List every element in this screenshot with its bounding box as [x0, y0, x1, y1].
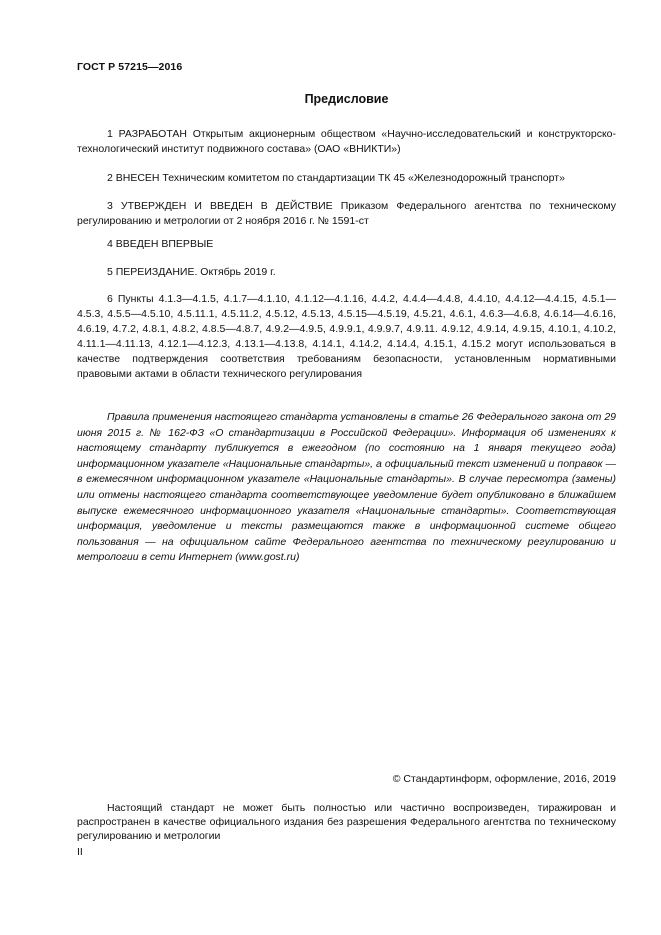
copyright-line: © Стандартинформ, оформление, 2016, 2019 [392, 773, 616, 785]
legal-notice: Правила применения настоящего стандарта установлены в статье 26 Федерального закона от 29 июня 2015 г. № 162-ФЗ «О стандартизации в Российской Федерации». Информация об изменениях к настоящему стандарту публикуется в ежегодном (по состоянию на 1 января текущего года) информационном указателе «Национальные стандарты», а официальный текст изменений и поправок — в ежемесячном информационном указателе «Национальные стандарты». В случае пересмотра (замены) или отмены настоящего стандарта соответствующее уведомление будет опубликовано в ближайшем выпуске ежемесячного информационного указателя «Национальные стандарты». Соответствующая информация, уведомление и тексты размещаются также в информационной системе общего пользования — на официальном сайте Федерального агентства по техническому регулированию и метрологии в сети Интернет (www.gost.ru) [77, 411, 616, 564]
page-title: Предисловие [304, 92, 389, 106]
foreword-item-clauses: 6 Пункты 4.1.3—4.1.5, 4.1.7—4.1.10, 4.1.12—4.1.16, 4.4.2, 4.4.4—4.4.8, 4.4.10, 4.4.12—4.4.15, 4.5.1—4.5.3, 4.5.5—4.5.10, 4.5.11.1, 4.5.11.2, 4.5.12, 4.5.13, 4.5.15—4.5.19, 4.5.21, 4.6.1, 4.6.3—4.6.8, 4.6.14—4.6.16, 4.6.19, 4.7.2, 4.8.1, 4.8.2, 4.8.5—4.8.7, 4.9.2—4.9.5, 4.9.9.1, 4.9.9.7, 4.9.11. 4.9.12, 4.9.14, 4.9.15, 4.10.1, 4.10.2, 4.11.1—4.11.13, 4.12.1—4.12.3, 4.13.1—4.13.8, 4.14.1, 4.14.2, 4.14.4, 4.15.1, 4.15.2 могут использоваться в качестве подтверждения соответствия требованиям безопасности, установленным нормативными правовыми актами в области технического регулирования [77, 293, 616, 380]
reproduction-notice: Настоящий стандарт не может быть полностью или частично воспроизведен, тиражирован и распространен в качестве официального издания без разрешения Федерального агентства по техническому регулированию и метрологии [77, 802, 616, 842]
standard-id-header: ГОСТ Р 57215—2016 [77, 61, 183, 73]
foreword-item-developed: 1 РАЗРАБОТАН Открытым акционерным обществом «Научно-исследовательский и конструкторско-технологический институт подвижного состава» (ОАО «ВНИКТИ») [77, 128, 616, 155]
foreword-item-first-introduced: 4 ВВЕДЕН ВПЕРВЫЕ [107, 238, 214, 250]
foreword-item-reissue: 5 ПЕРЕИЗДАНИЕ. Октябрь 2019 г. [107, 266, 276, 278]
foreword-item-approved: 3 УТВЕРЖДЕН И ВВЕДЕН В ДЕЙСТВИЕ Приказом Федерального агентства по техническому регулированию и метрологии от 2 ноября 2016 г. № 1591-ст [77, 200, 616, 227]
foreword-item-introduced: 2 ВНЕСЕН Техническим комитетом по стандартизации ТК 45 «Железнодорожный транспорт» [107, 172, 565, 184]
page-number: II [77, 846, 83, 858]
